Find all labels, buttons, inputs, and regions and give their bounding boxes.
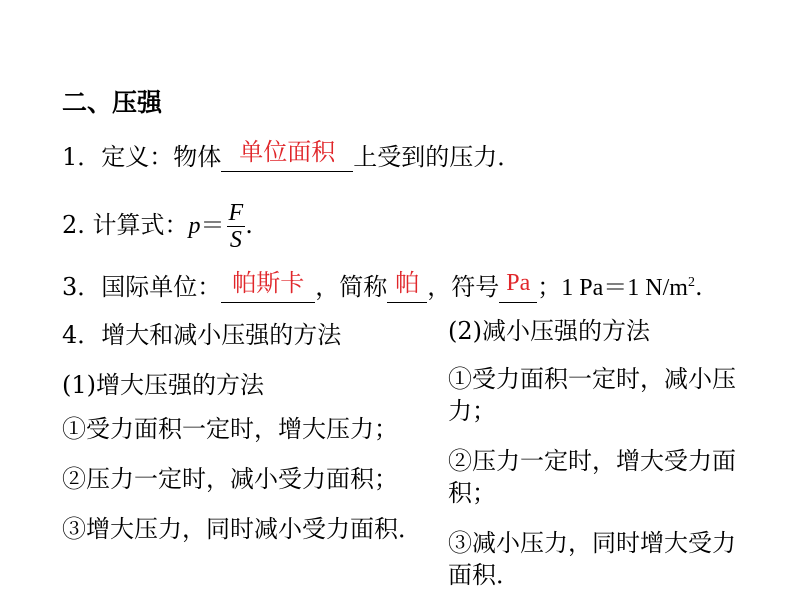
decrease-item-2-line-1: ②压力一定时，增大受力面 xyxy=(448,447,736,475)
unit-answer-3: Pa xyxy=(506,270,531,296)
definition-prefix: 1．定义：物体 xyxy=(62,143,222,171)
formula-equals: ＝ xyxy=(200,211,225,239)
definition-answer: 单位面积 xyxy=(239,138,336,166)
decrease-item-1-line-1: ①受力面积一定时，减小压 xyxy=(448,365,736,393)
unit-mid-1: ，简称 xyxy=(315,273,388,301)
increase-item-1: ①受力面积一定时，增大压力； xyxy=(62,415,398,443)
unit-line xyxy=(62,268,703,303)
decrease-item-3-line-1: ③减小压力，同时增大受力 xyxy=(448,529,736,557)
decrease-item-3-line-2: 面积． xyxy=(448,561,520,589)
formula-numerator: F xyxy=(228,200,244,226)
unit-end: . xyxy=(694,273,703,301)
increase-item-2: ②压力一定时，减小受力面积； xyxy=(62,465,398,493)
definition-suffix: 上受到的压力． xyxy=(353,143,522,171)
unit-blank-2 xyxy=(387,269,427,303)
decrease-item-1-line-2: 力； xyxy=(448,397,496,425)
formula-end: . xyxy=(245,211,253,239)
methods-title: 4．增大和减小压强的方法 xyxy=(62,321,342,349)
unit-blank-1 xyxy=(221,269,315,303)
increase-item-3: ③增大压力，同时减小受力面积． xyxy=(62,515,422,543)
formula-prefix: 2. 计算式： xyxy=(62,211,189,239)
formula-denominator: S xyxy=(229,227,242,253)
unit-answer-2: 帕 xyxy=(395,269,420,297)
section-title: 二、压强 xyxy=(62,88,163,117)
decrease-item-2-line-2: 积； xyxy=(448,479,496,507)
unit-superscript: 2 xyxy=(687,275,695,290)
decrease-title: (2)减小压强的方法 xyxy=(448,317,650,345)
unit-suffix: ；1 Pa＝1 N/m xyxy=(537,275,688,301)
unit-prefix: 3．国际单位： xyxy=(62,273,222,301)
formula-line xyxy=(62,200,253,253)
unit-answer-1: 帕斯卡 xyxy=(232,269,305,297)
increase-title: (1)增大压强的方法 xyxy=(62,371,264,399)
definition-blank xyxy=(221,138,353,172)
unit-mid-2: ，符号 xyxy=(427,273,500,301)
formula-fraction xyxy=(227,200,246,253)
definition-line xyxy=(62,138,522,172)
formula-variable: p xyxy=(188,213,201,239)
unit-blank-3 xyxy=(499,270,537,303)
